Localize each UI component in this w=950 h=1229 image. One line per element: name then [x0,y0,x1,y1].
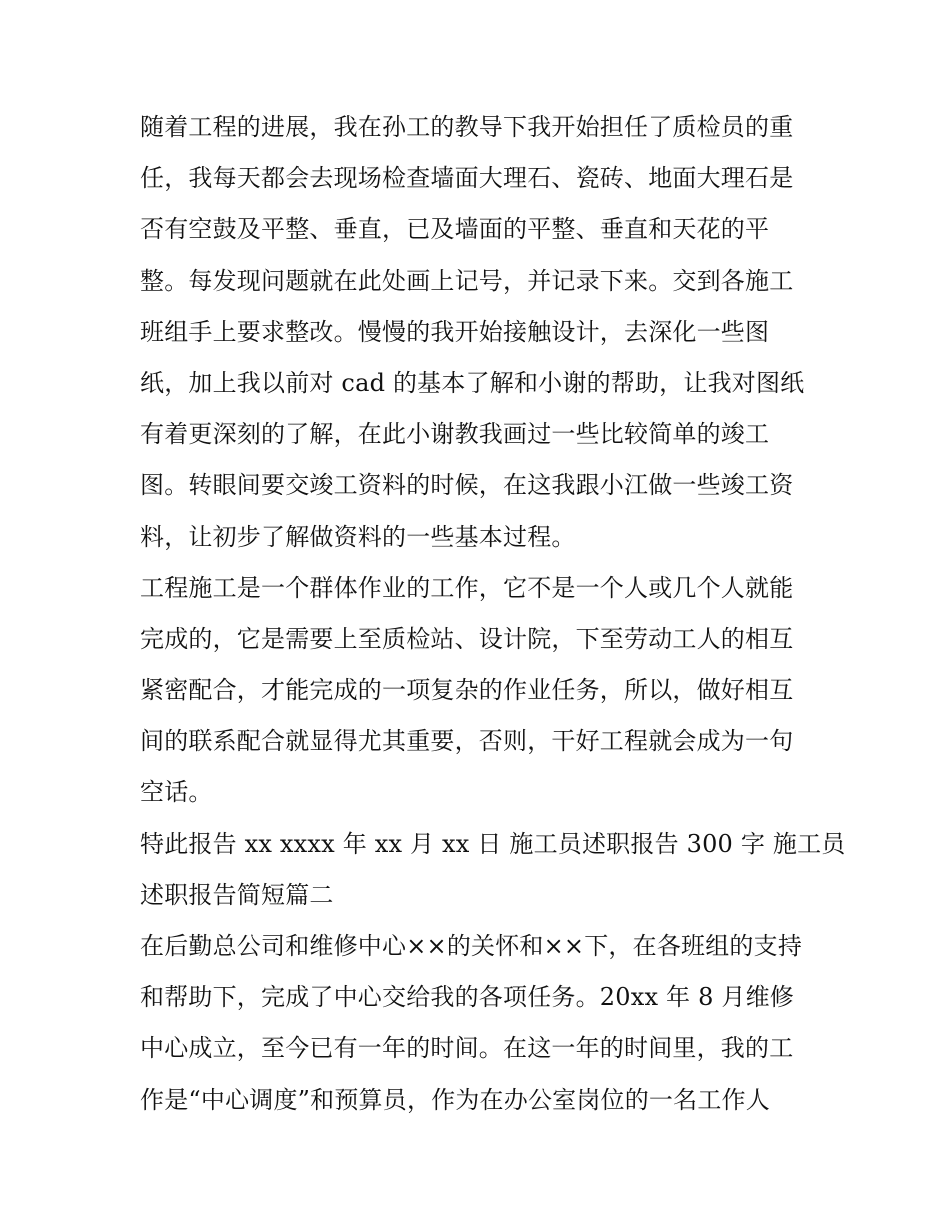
paragraph-1 [140,102,815,563]
text-line: 特此报告 xx xxxx 年 xx 月 xx 日 施工员述职报告 300 字 施工员 [140,829,846,858]
paragraph-2 [140,563,815,819]
text-line: 述职报告简短篇二 [140,880,334,909]
paragraph-4 [140,921,815,1126]
text-line: 纸，加上我以前对 cad 的基本了解和小谢的帮助，让我对图纸 [140,368,805,397]
text-line: 和帮助下，完成了中心交给我的各项任务。20xx 年 8 月维修 [140,983,794,1012]
text-line: 间的联系配合就显得尤其重要，否则，干好工程就会成为一句 [140,727,794,756]
document-body [140,102,846,1126]
text-line: 随着工程的进展，我在孙工的教导下我开始担任了质检员的重 [140,113,794,141]
text-line: 空话。 [140,778,213,807]
text-line: 作是“中心调度”和预算员，作为在办公室岗位的一名工作人 [140,1085,770,1114]
text-line: 班组手上要求整改。慢慢的我开始接触设计，去深化一些图 [140,317,770,346]
text-line: 工程施工是一个群体作业的工作，它不是一个人或几个人就能 [140,573,794,602]
text-line: 否有空鼓及平整、垂直，已及墙面的平整、垂直和天花的平 [140,215,770,244]
text-line: 整。每发现问题就在此处画上记号，并记录下来。交到各施工 [140,266,794,295]
text-line: 在后勤总公司和维修中心××的关怀和××下，在各班组的支持 [140,932,803,960]
text-line: 中心成立，至今已有一年的时间。在这一年的时间里，我的工 [140,1034,794,1063]
text-line: 任，我每天都会去现场检查墙面大理石、瓷砖、地面大理石是 [140,164,794,193]
text-line: 料，让初步了解做资料的一些基本过程。 [140,522,576,551]
text-line: 有着更深刻的了解，在此小谢教我画过一些比较简单的竣工 [140,420,770,449]
text-line: 图。转眼间要交竣工资料的时候，在这我跟小江做一些竣工资 [140,471,794,500]
paragraph-3 [140,819,846,921]
text-line: 完成的，它是需要上至质检站、设计院，下至劳动工人的相互 [140,624,794,653]
text-line: 紧密配合，才能完成的一项复杂的作业任务，所以，做好相互 [140,676,794,705]
